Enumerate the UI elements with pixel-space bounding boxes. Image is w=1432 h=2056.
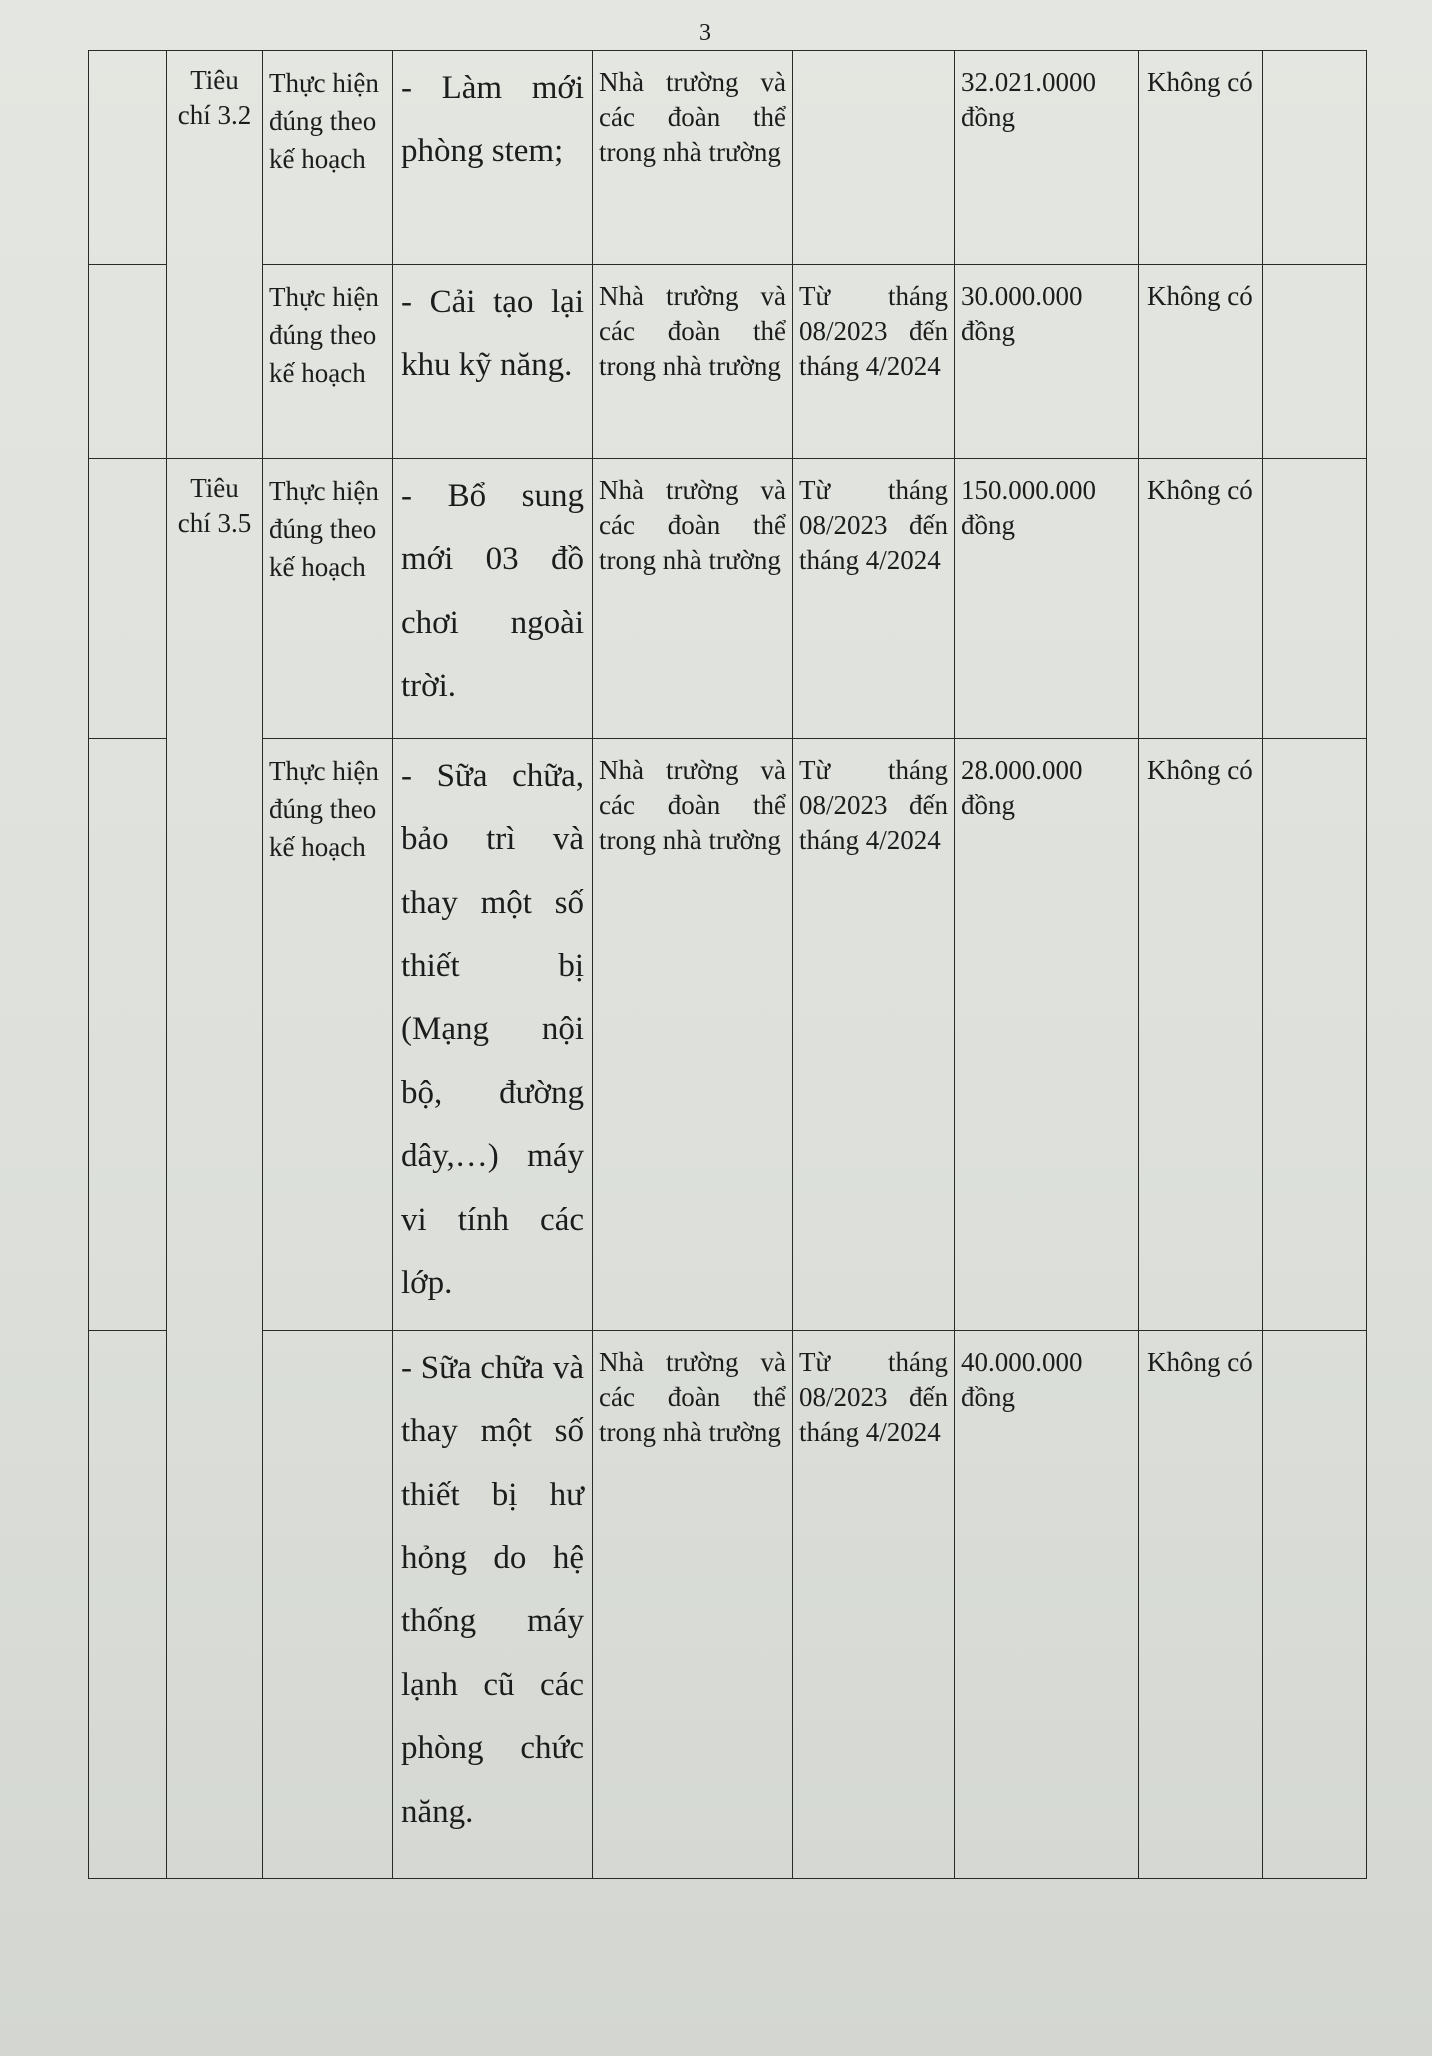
time-cell: Từ tháng 08/2023 đến tháng 4/2024 [793,1331,955,1879]
cost-cell: 40.000.000 đồng [955,1331,1139,1879]
improvement-plan-table [88,50,1367,1879]
table-row [89,265,1367,459]
table-row [89,459,1367,739]
other-cell: Không có [1139,1331,1263,1879]
responsible-unit-cell: Nhà trường và các đoàn thể trong nhà trường [593,739,793,1331]
action-cell: Thực hiện đúng theo kế hoạch [263,51,393,265]
action-cell: Thực hiện đúng theo kế hoạch [263,739,393,1331]
responsible-unit-cell: Nhà trường và các đoàn thể trong nhà trường [593,265,793,459]
content-cell: - Cải tạo lại khu kỹ năng. [393,265,593,459]
cost-cell: 28.000.000 đồng [955,739,1139,1331]
responsible-unit-cell: Nhà trường và các đoàn thể trong nhà trường [593,459,793,739]
cost-cell: 150.000.000 đồng [955,459,1139,739]
blank-cell [89,459,167,739]
blank-cell [1263,459,1367,739]
other-cell: Không có [1139,265,1263,459]
responsible-unit-cell: Nhà trường và các đoàn thể trong nhà trường [593,1331,793,1879]
action-cell [263,1331,393,1879]
cost-cell: 30.000.000 đồng [955,265,1139,459]
blank-cell [1263,51,1367,265]
content-cell: - Sữa chữa và thay một số thiết bị hư hỏng do hệ thống máy lạnh cũ các phòng chức năng. [393,1331,593,1879]
cost-cell: 32.021.0000 đồng [955,51,1139,265]
content-cell: - Làm mới phòng stem; [393,51,593,265]
blank-cell [89,1331,167,1879]
table-row [89,739,1367,1331]
content-cell: - Bổ sung mới 03 đồ chơi ngoài trời. [393,459,593,739]
content-cell: - Sữa chữa, bảo trì và thay một số thiết bị (Mạng nội bộ, đường dây,…) máy vi tính các lớp. [393,739,593,1331]
action-cell: Thực hiện đúng theo kế hoạch [263,459,393,739]
other-cell: Không có [1139,459,1263,739]
responsible-unit-cell: Nhà trường và các đoàn thể trong nhà trường [593,51,793,265]
criterion-cell: Tiêu chí 3.2 [167,51,263,459]
action-cell: Thực hiện đúng theo kế hoạch [263,265,393,459]
criterion-cell: Tiêu chí 3.5 [167,459,263,1879]
blank-cell [89,51,167,265]
time-cell: Từ tháng 08/2023 đến tháng 4/2024 [793,739,955,1331]
blank-cell [1263,1331,1367,1879]
table-row [89,1331,1367,1879]
blank-cell [89,265,167,459]
time-cell [793,51,955,265]
blank-cell [1263,265,1367,459]
time-cell: Từ tháng 08/2023 đến tháng 4/2024 [793,459,955,739]
blank-cell [1263,739,1367,1331]
table-row [89,51,1367,265]
other-cell: Không có [1139,51,1263,265]
other-cell: Không có [1139,739,1263,1331]
time-cell: Từ tháng 08/2023 đến tháng 4/2024 [793,265,955,459]
page-number: 3 [699,20,711,46]
blank-cell [89,739,167,1331]
